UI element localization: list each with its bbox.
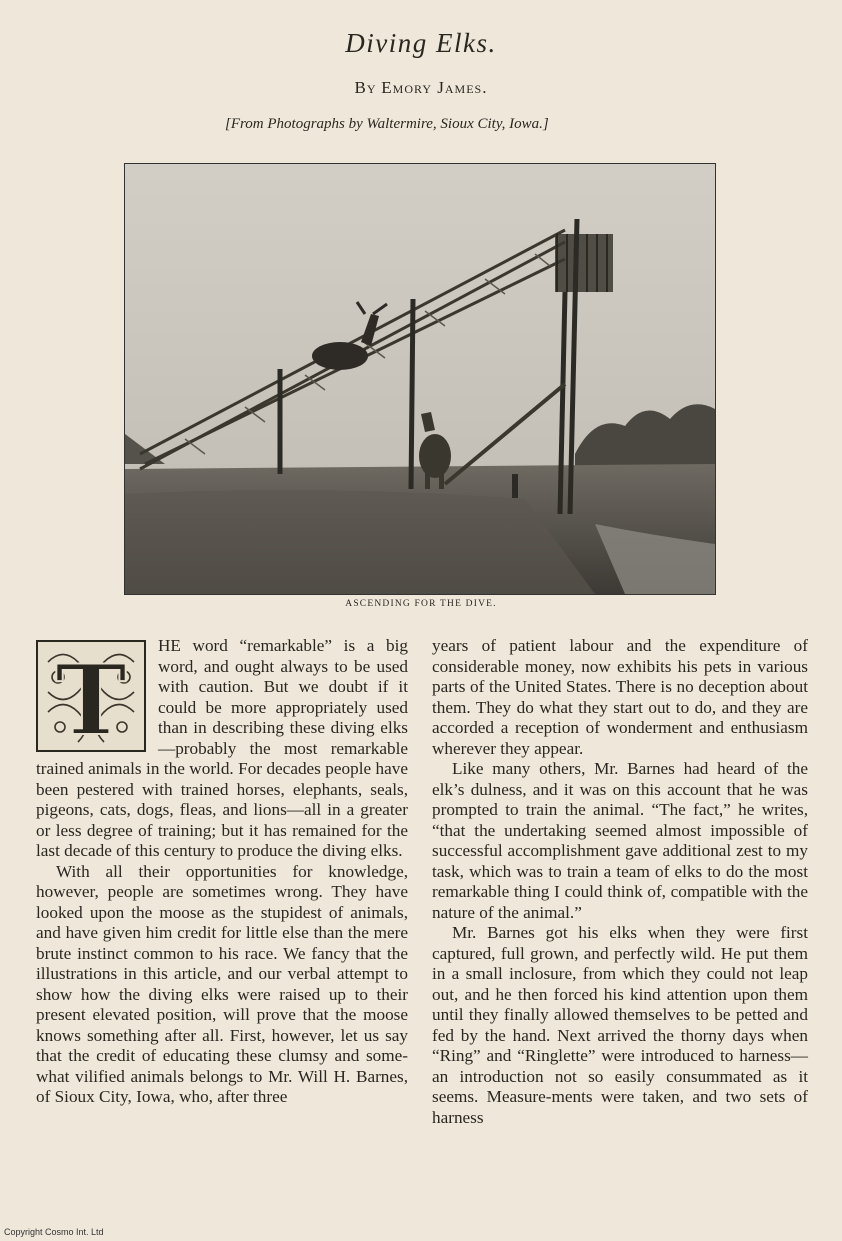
byline-prefix: By — [354, 78, 377, 97]
photo-caption: ASCENDING FOR THE DIVE. — [345, 599, 497, 609]
left-column — [36, 636, 408, 1108]
copyright-watermark: Copyright Cosmo Int. Ltd — [4, 1227, 104, 1237]
article-title: Diving Elks. — [345, 28, 497, 58]
article-photo — [124, 163, 716, 595]
paragraph: Mr. Barnes got his elks when they were first captured, full grown, and perfectly wild. He put them in a small inclosure, from which they could not leap out, and he then forced his kind attention upon them until they finally allowed themselves to be petted and fed by the hand. Next arrived the thorny days when “Ring” and “Ringlette” were introduced to harness—an introduction not so easily consummated as it seems. Measure-ments were taken, and two sets of harness — [432, 923, 808, 1127]
elk-ramp-illustration — [125, 164, 715, 594]
paragraph: With all their opportunities for knowledge, however, people are sometimes wrong. They have looked upon the moose as the stupidest of animals, and have given him credit for little else than the mere brute instinct common to his race. We fancy that the illustrations in this article, and our verbal attempt to show how the diving elks were raised up to their present elevated position, will prove that the moose knows something after all. First, however, let us say that the credit of educating these clumsy and some-what vilified animals belongs to Mr. Will H. Barnes, of Sioux City, Iowa, who, after three — [36, 861, 408, 1106]
paragraph: years of patient labour and the expenditure of considerable money, now exhibits his pets in various parts of the United States. There is no deception about them. They do what they start out to do, and they are accorded a reception of wonderment and enthusiasm wherever they appear. — [432, 636, 808, 758]
byline — [0, 78, 842, 98]
drop-cap-letter: T — [55, 644, 127, 750]
paragraph-text: HE word “remarkable” is a big word, and ought always to be used with caution. But we doubt if it could be more appropriately used than in describing these diving elks —probably the most remarkable trained animals in the world. For decades people have been pestered with trained horses, elephants, seals, pigeons, cats, dogs, fleas, and lions—all in a greater or less degree of training; but it has remained for the last decade of this century to produce the diving elks. — [36, 636, 408, 860]
decorative-drop-cap — [36, 640, 146, 752]
photo-credit: [From Photographs by Waltermire, Sioux City, Iowa.] — [225, 116, 549, 132]
paragraph — [36, 636, 408, 862]
paragraph: Like many others, Mr. Barnes had heard of the elk’s dulness, and it was on this account that he was prompted to train the animal. “The fact,” he writes, “that the undertaking seemed almost impossible of successful accomplishment gave additional zest to my task, which was to train a team of elks to do the most remarkable thing I could think of, compatible with the nature of the animal.” — [432, 759, 808, 922]
right-column — [432, 636, 808, 1128]
byline-author: Emory James. — [381, 78, 488, 97]
